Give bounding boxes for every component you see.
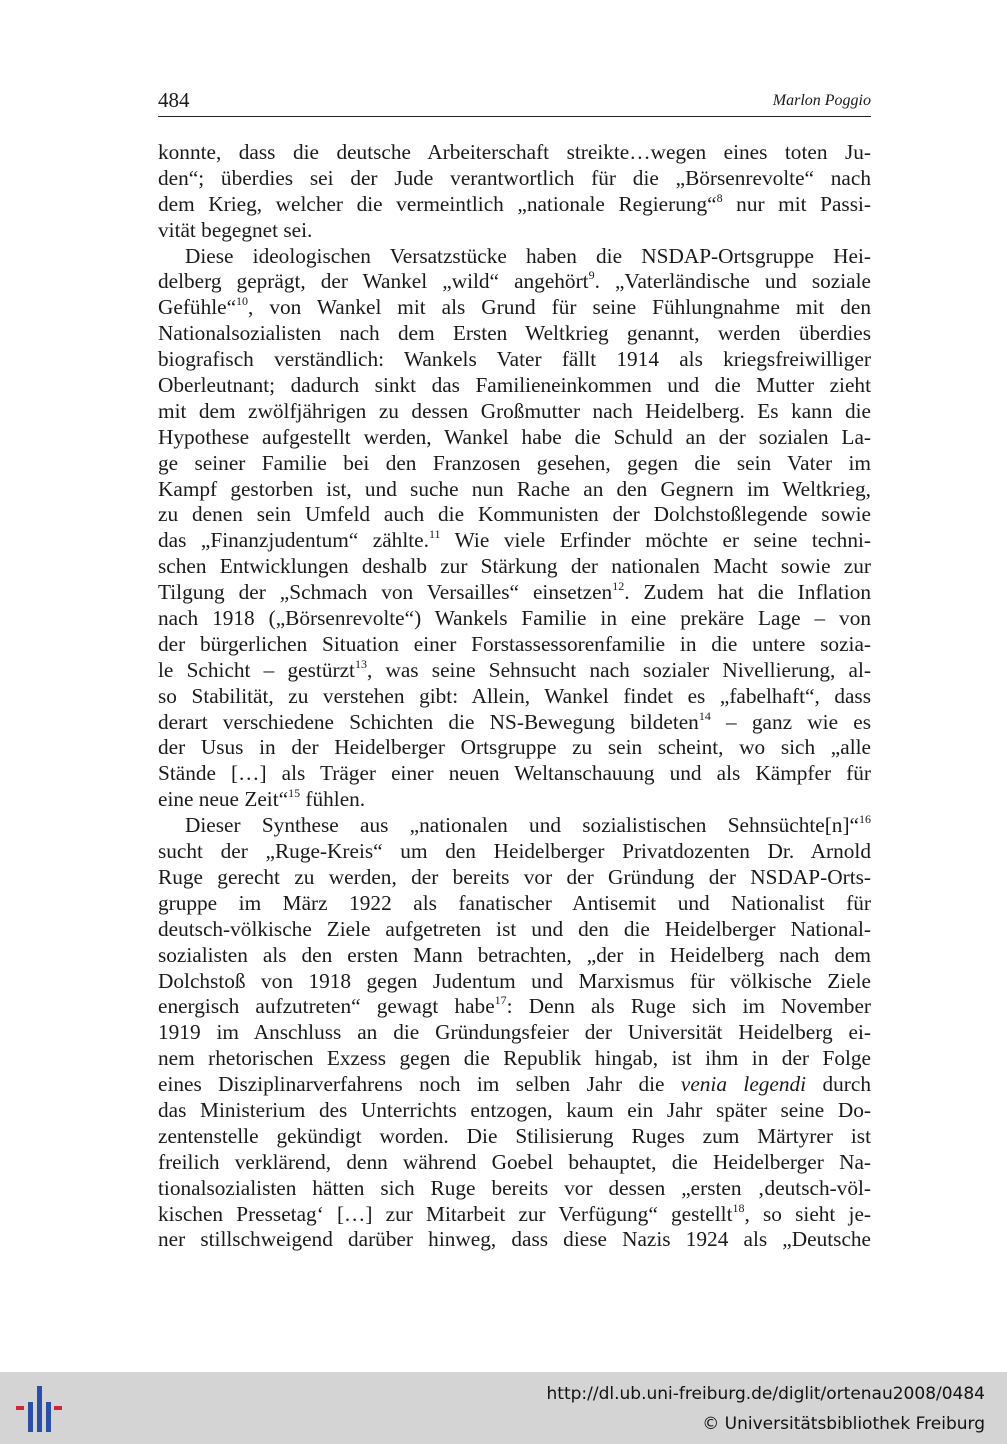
line-text: mit dem zwölfjährigen zu dessen Großmutter nach Heidelberg. Es kann die bbox=[158, 398, 871, 423]
line-text: – ganz wie es bbox=[710, 709, 872, 734]
text-line bbox=[158, 943, 871, 969]
text-line bbox=[158, 1046, 871, 1072]
running-author: Marlon Poggio bbox=[772, 92, 871, 109]
line-text: Kampf gestorben ist, und suche nun Rache an den Gegnern im Weltkrieg, bbox=[158, 476, 871, 501]
text-line bbox=[158, 269, 871, 295]
ub-freiburg-logo-icon bbox=[14, 1384, 64, 1434]
text-line bbox=[158, 1150, 871, 1176]
text-line bbox=[158, 477, 871, 503]
line-text: eines Disziplinarverfahrens noch im selben Jahr die bbox=[158, 1072, 681, 1097]
line-text: fühlen. bbox=[300, 787, 366, 812]
line-text: . Zudem hat die Inflation bbox=[624, 580, 871, 605]
text-line bbox=[158, 1202, 871, 1228]
line-text: . „Vaterländische und soziale bbox=[594, 269, 871, 294]
footnote-ref: 11 bbox=[428, 527, 441, 542]
text-line bbox=[158, 373, 871, 399]
line-text: zentenstelle gekündigt worden. Die Stilisierung Ruges zum Märtyrer ist bbox=[158, 1123, 871, 1148]
footer-bar bbox=[0, 1372, 1007, 1444]
text-line bbox=[158, 684, 871, 710]
text-line bbox=[158, 632, 871, 658]
text-line bbox=[158, 244, 871, 270]
footnote-ref: 16 bbox=[859, 812, 871, 827]
footnote-ref: 10 bbox=[236, 294, 249, 309]
line-text: so Stabilität, zu verstehen gibt: Allein, Wankel findet es „fabelhaft“, dass bbox=[158, 683, 871, 708]
line-text: kischen Pressetag‘ […] zur Mitarbeit zur Verfügung“ gestellt bbox=[158, 1201, 733, 1226]
text-line bbox=[158, 1124, 871, 1150]
line-text: derart verschiedene Schichten die NS-Bewegung bildeten bbox=[158, 709, 699, 734]
text-line bbox=[158, 399, 871, 425]
body-text bbox=[158, 140, 871, 1253]
italic-term: venia legendi bbox=[680, 1072, 807, 1097]
line-text: schen Entwicklungen deshalb zur Stärkung der nationalen Macht sowie zur bbox=[158, 554, 871, 579]
text-line bbox=[158, 1227, 871, 1253]
line-text: , was seine Sehnsucht nach sozialer Nivellierung, al- bbox=[366, 657, 871, 682]
footnote-ref: 18 bbox=[732, 1200, 745, 1215]
text-line bbox=[158, 994, 871, 1020]
text-line bbox=[158, 969, 871, 995]
footnote-ref: 14 bbox=[698, 708, 711, 723]
footnote-ref: 12 bbox=[612, 579, 625, 594]
text-line bbox=[158, 917, 871, 943]
line-text: biografisch verständlich: Wankels Vater fällt 1914 als kriegsfreiwilliger bbox=[158, 347, 871, 372]
line-text: nem rhetorischen Exzess gegen die Republik hingab, ist ihm in der Folge bbox=[158, 1046, 871, 1071]
text-line bbox=[158, 1020, 871, 1046]
text-line bbox=[158, 192, 871, 218]
line-text: 1919 im Anschluss an die Gründungsfeier der Universität Heidelberg ei- bbox=[158, 1020, 871, 1045]
text-line bbox=[158, 425, 871, 451]
text-line bbox=[158, 580, 871, 606]
text-line bbox=[158, 554, 871, 580]
text-line bbox=[158, 710, 871, 736]
line-text: den“; überdies sei der Jude verantwortlich für die „Börsenrevolte“ nach bbox=[158, 165, 871, 190]
line-text: eine neue Zeit“ bbox=[158, 787, 289, 812]
line-text: Wie viele Erfinder möchte er seine techni- bbox=[440, 528, 871, 553]
line-text: Ruge gerecht zu werden, der bereits vor der Gründung der NSDAP-Orts- bbox=[158, 864, 871, 889]
copyright-notice: © Universitätsbibliothek Freiburg bbox=[702, 1414, 985, 1434]
line-text: energisch aufzutreten“ gewagt habe bbox=[158, 994, 495, 1019]
text-line bbox=[158, 606, 871, 632]
text-line bbox=[158, 787, 871, 813]
line-text: der bürgerlichen Situation einer Forstassessorenfamilie in die untere sozia- bbox=[158, 631, 871, 656]
footnote-ref: 17 bbox=[494, 993, 507, 1008]
line-text: das „Finanzjudentum“ zählte. bbox=[158, 528, 429, 553]
footnote-ref: 9 bbox=[588, 268, 595, 283]
line-text: Tilgung der „Schmach von Versailles“ einsetzen bbox=[158, 580, 613, 605]
text-line bbox=[158, 347, 871, 373]
line-text: nur mit Passi- bbox=[722, 191, 871, 216]
line-text: freilich verklärend, denn während Goebel behauptet, die Heidelberger Na- bbox=[158, 1149, 871, 1174]
text-line bbox=[158, 1072, 871, 1098]
line-text: deutsch-völkische Ziele aufgetreten ist und den die Heidelberger National- bbox=[158, 916, 871, 941]
line-text: dem Krieg, welcher die vermeintlich „nationale Regierung“ bbox=[158, 191, 717, 216]
line-text: Dieser Synthese aus „nationalen und sozialistischen Sehnsüchte[n]“ bbox=[185, 813, 859, 838]
text-line bbox=[158, 891, 871, 917]
text-line bbox=[158, 1098, 871, 1124]
line-text: Nationalsozialisten nach dem Ersten Weltkrieg genannt, werden überdies bbox=[158, 321, 871, 346]
text-line bbox=[158, 321, 871, 347]
text-line bbox=[158, 218, 871, 244]
text-line bbox=[158, 451, 871, 477]
line-text: nach 1918 („Börsenrevolte“) Wankels Familie in eine prekäre Lage – von bbox=[158, 606, 871, 631]
line-text: gruppe im März 1922 als fanatischer Antisemit und Nationalist für bbox=[158, 890, 871, 915]
text-line bbox=[158, 140, 871, 166]
line-text: sucht der „Ruge-Kreis“ um den Heidelberger Privatdozenten Dr. Arnold bbox=[158, 839, 871, 864]
line-text: le Schicht – gestürzt bbox=[158, 657, 355, 682]
line-text: der Usus in der Heidelberger Ortsgruppe zu sein scheint, wo sich „alle bbox=[158, 735, 871, 760]
line-text: Oberleutnant; dadurch sinkt das Familieneinkommen und die Mutter zieht bbox=[158, 373, 871, 398]
footnote-ref: 15 bbox=[288, 786, 301, 801]
line-text: Hypothese aufgestellt werden, Wankel habe die Schuld an der sozialen La- bbox=[158, 424, 871, 449]
text-line bbox=[158, 1176, 871, 1202]
text-line bbox=[158, 839, 871, 865]
line-text: das Ministerium des Unterrichts entzogen, kaum ein Jahr später seine Do- bbox=[158, 1097, 871, 1122]
line-text: durch bbox=[806, 1072, 871, 1097]
text-line bbox=[158, 295, 871, 321]
text-line bbox=[158, 761, 871, 787]
line-text: , von Wankel mit als Grund für seine Fühlungnahme mit den bbox=[248, 295, 871, 320]
text-line bbox=[158, 813, 871, 839]
text-line bbox=[158, 658, 871, 684]
text-line bbox=[158, 502, 871, 528]
line-text: vität begegnet sei. bbox=[158, 217, 313, 242]
line-text: Diese ideologischen Versatzstücke haben die NSDAP-Ortsgruppe Hei- bbox=[185, 243, 871, 268]
line-text: : Denn als Ruge sich im November bbox=[506, 994, 871, 1019]
line-text: sozialisten als den ersten Mann betrachten, „der in Heidelberg nach dem bbox=[158, 942, 871, 967]
text-line bbox=[158, 528, 871, 554]
page-number: 484 bbox=[158, 88, 190, 112]
running-header bbox=[158, 88, 871, 117]
source-url[interactable]: http://dl.ub.uni-freiburg.de/diglit/ortenau2008/0484 bbox=[546, 1384, 985, 1404]
line-text: Gefühle“ bbox=[158, 295, 237, 320]
text-line bbox=[158, 166, 871, 192]
line-text: , so sieht je- bbox=[744, 1201, 871, 1226]
footnote-ref: 8 bbox=[716, 190, 723, 205]
line-text: ge seiner Familie bei den Franzosen gesehen, gegen die sein Vater im bbox=[158, 450, 871, 475]
line-text: delberg geprägt, der Wankel „wild“ angehört bbox=[158, 269, 589, 294]
line-text: tionalsozialisten hätten sich Ruge bereits vor dessen „ersten ‚deutsch-völ- bbox=[158, 1175, 871, 1200]
line-text: Stände […] als Träger einer neuen Weltanschauung und als Kämpfer für bbox=[158, 761, 871, 786]
line-text: ner stillschweigend darüber hinweg, dass diese Nazis 1924 als „Deutsche bbox=[158, 1227, 871, 1252]
line-text: Dolchstoß von 1918 gegen Judentum und Marxismus für völkische Ziele bbox=[158, 968, 871, 993]
text-line bbox=[158, 865, 871, 891]
line-text: zu denen sein Umfeld auch die Kommunisten der Dolchstoßlegende sowie bbox=[158, 502, 871, 527]
line-text: konnte, dass die deutsche Arbeiterschaft streikte…wegen eines toten Ju- bbox=[158, 140, 871, 164]
text-line bbox=[158, 735, 871, 761]
footnote-ref: 13 bbox=[354, 656, 367, 671]
